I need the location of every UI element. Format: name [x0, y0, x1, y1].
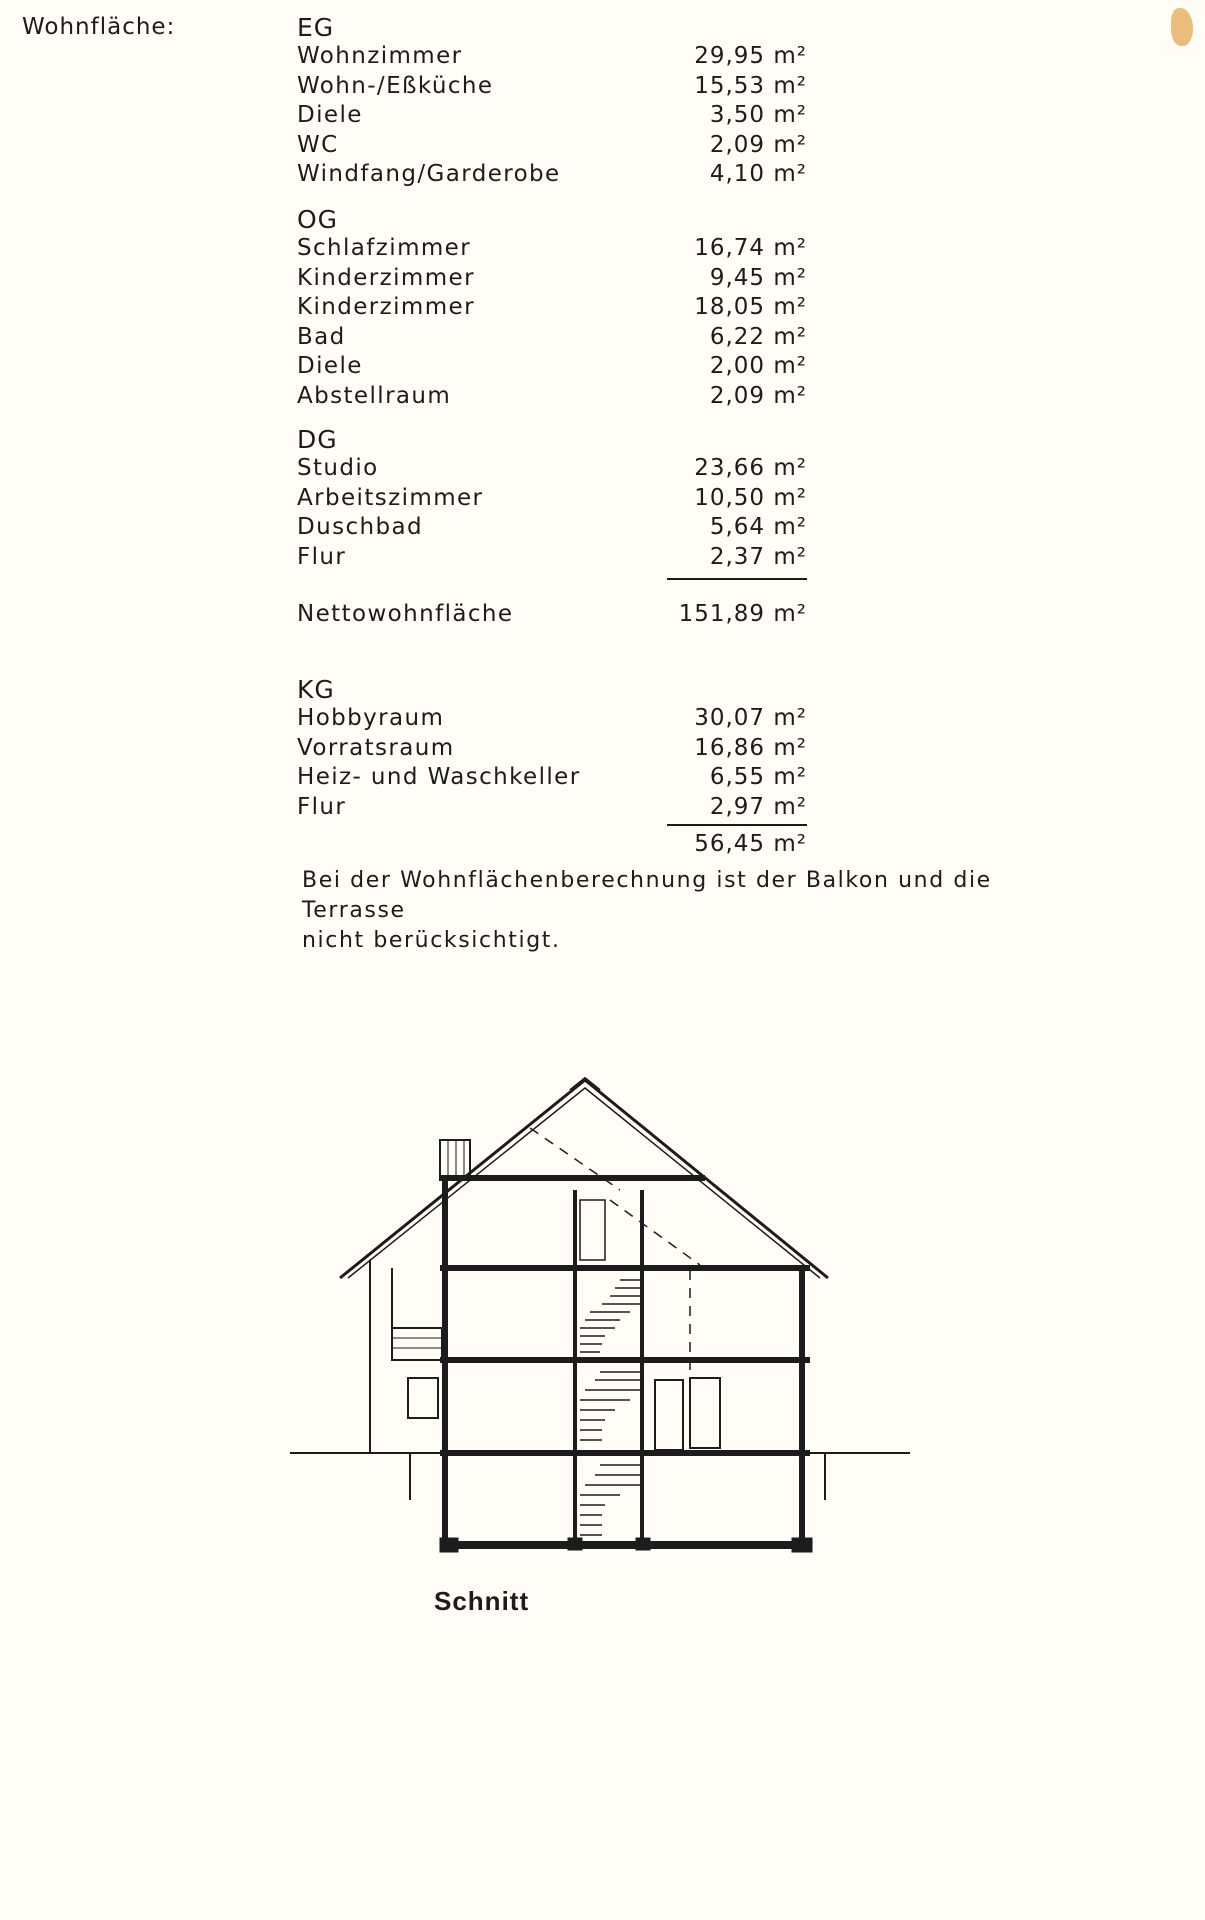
room-row [297, 352, 807, 382]
group-kg [297, 676, 807, 860]
room-row [297, 42, 807, 72]
room-area: 16,86 m² [694, 734, 807, 761]
net-area [297, 600, 807, 630]
room-row [297, 763, 807, 793]
room-row [297, 543, 807, 573]
room-name: Abstellraum [297, 382, 452, 409]
room-area: 6,22 m² [709, 323, 807, 350]
room-area: 10,50 m² [694, 484, 807, 511]
room-name: Schlafzimmer [297, 235, 472, 261]
room-name: Kinderzimmer [297, 264, 475, 291]
note-text [302, 866, 1082, 956]
sum-rule [667, 578, 807, 580]
room-row [297, 234, 807, 264]
room-row [297, 484, 807, 514]
room-area: 29,95 m² [694, 43, 807, 69]
group-title: KG [297, 675, 335, 704]
room-area: 6,55 m² [709, 764, 807, 790]
room-area: 23,66 m² [694, 455, 807, 481]
room-area: 30,07 m² [694, 705, 807, 731]
net-value: 151,89 m² [678, 601, 807, 627]
room-area: 3,50 m² [709, 102, 807, 128]
room-row [297, 160, 807, 190]
room-row [297, 72, 807, 102]
room-area: 16,74 m² [694, 235, 807, 261]
group-title: DG [297, 425, 338, 454]
paper-stain [1171, 8, 1193, 46]
room-row [297, 704, 807, 734]
room-name: Kinderzimmer [297, 294, 475, 320]
note-line: Bei der Wohnflächenberechnung ist der Balkon und die Terrasse [302, 868, 992, 923]
room-area: 2,09 m² [709, 382, 807, 409]
room-name: Bad [297, 323, 346, 350]
room-row [297, 293, 807, 323]
note-line: nicht berücksichtigt. [302, 928, 561, 953]
room-name: Diele [297, 353, 363, 379]
basement-total: 56,45 m² [694, 831, 807, 857]
room-area: 9,45 m² [709, 264, 807, 291]
room-area: 4,10 m² [709, 161, 807, 187]
net-row [297, 600, 807, 630]
group-dg [297, 426, 807, 580]
room-name: Heiz- und Waschkeller [297, 764, 581, 790]
heading-wohnflaeche: Wohnfläche: [22, 14, 176, 40]
room-name: WC [297, 131, 339, 158]
room-area: 15,53 m² [694, 72, 807, 99]
total-row [297, 830, 807, 860]
room-area: 5,64 m² [709, 514, 807, 540]
room-area: 2,37 m² [709, 543, 807, 570]
net-label: Nettowohnfläche [297, 601, 514, 627]
group-og [297, 206, 807, 411]
room-row [297, 264, 807, 294]
room-name: Flur [297, 793, 347, 820]
room-area: 18,05 m² [694, 294, 807, 320]
room-name: Wohnzimmer [297, 43, 463, 69]
room-area: 2,09 m² [709, 131, 807, 158]
room-row [297, 131, 807, 161]
room-name: Duschbad [297, 514, 423, 540]
group-eg [297, 14, 807, 190]
sum-rule [667, 824, 807, 826]
room-row [297, 734, 807, 764]
room-row [297, 513, 807, 543]
room-row [297, 793, 807, 823]
room-name: Windfang/Garderobe [297, 161, 561, 187]
room-name: Diele [297, 102, 363, 128]
room-row [297, 454, 807, 484]
room-area: 2,00 m² [709, 353, 807, 379]
room-name: Flur [297, 543, 347, 570]
group-title: OG [297, 205, 339, 234]
room-name: Arbeitszimmer [297, 484, 484, 511]
room-name: Vorratsraum [297, 734, 455, 761]
room-name: Studio [297, 455, 379, 481]
room-row [297, 323, 807, 353]
room-row [297, 101, 807, 131]
group-title: EG [297, 13, 335, 42]
room-row [297, 382, 807, 412]
drawing-caption: Schnitt [434, 1586, 530, 1616]
room-area: 2,97 m² [709, 793, 807, 820]
room-name: Hobbyraum [297, 705, 445, 731]
building-section-drawing [280, 1060, 920, 1570]
room-name: Wohn-/Eßküche [297, 72, 494, 99]
